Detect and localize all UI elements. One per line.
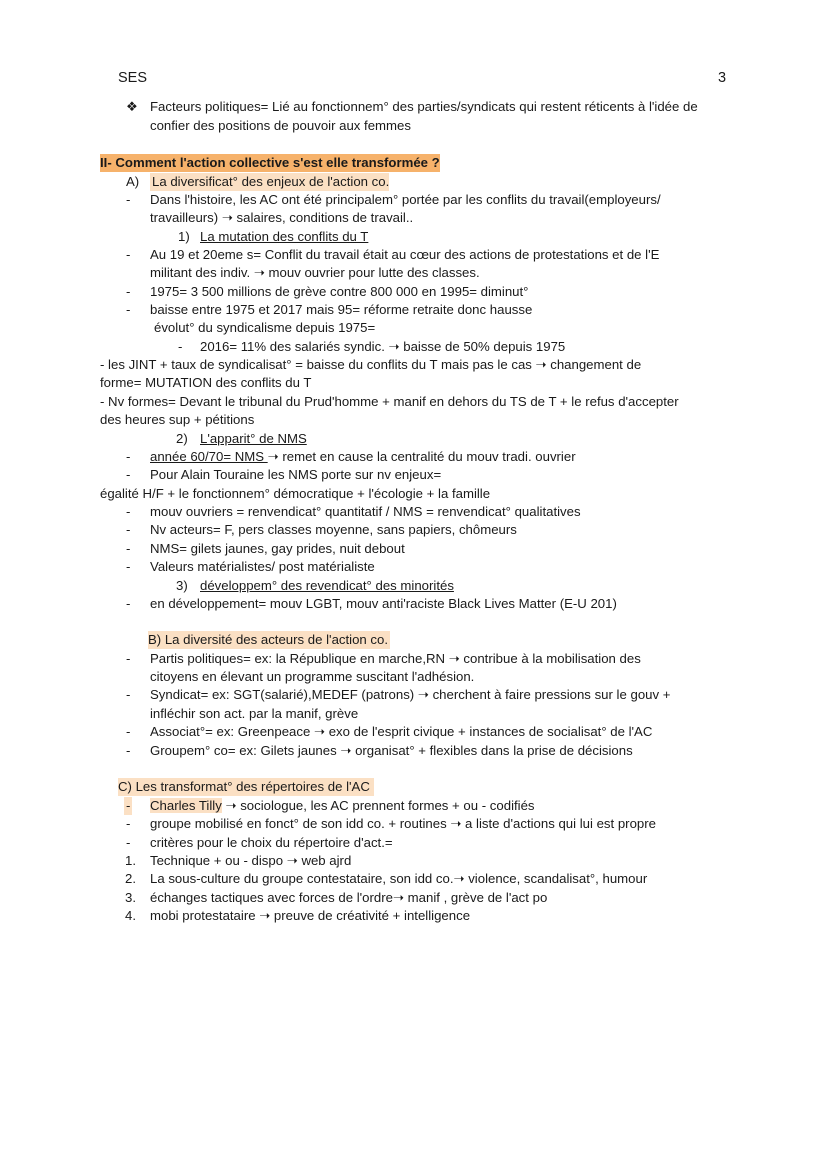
text-line: égalité H/F + le fonctionnem° démocratique + l'écologie + la famille	[100, 486, 491, 501]
tilly-rest: ➝ sociologue, les AC prennent formes + ou - codifiés	[221, 798, 535, 813]
subheading: L'apparit° de NMS	[200, 431, 307, 446]
tilly-name: Charles Tilly	[150, 798, 222, 813]
text-line: Pour Alain Touraine les NMS porte sur nv enjeux=	[150, 467, 442, 482]
subheading: développem° des revendicat° des minorités	[200, 578, 454, 593]
text-line: évolut° du syndicalisme depuis 1975=	[154, 320, 376, 335]
dash-bullet: -	[126, 247, 131, 262]
list-number: 4.	[125, 908, 136, 923]
dash-bullet: -	[126, 467, 131, 482]
bullet-line: Facteurs politiques= Lié au fonctionnem° des parties/syndicats qui restent réticents à l'idée de	[150, 99, 698, 114]
subject-header: SES	[118, 70, 148, 86]
dash-bullet: -	[126, 798, 131, 813]
subheading: La mutation des conflits du T	[200, 229, 369, 244]
list-number: 1.	[125, 853, 136, 868]
list-item: Technique + ou - dispo ➝ web ajrd	[150, 853, 352, 868]
text-line: infléchir son act. par la manif, grève	[150, 706, 359, 721]
text-line: NMS= gilets jaunes, gay prides, nuit debout	[150, 541, 405, 556]
sub-number: 1)	[178, 229, 190, 244]
bullet-line: confier des positions de pouvoir aux femmes	[150, 118, 411, 133]
dash-bullet: -	[126, 504, 131, 519]
text-line	[150, 797, 535, 815]
text-line: Dans l'histoire, les AC ont été principalem° portée par les conflits du travail(employeurs/	[150, 192, 661, 207]
list-number: 2.	[125, 871, 136, 886]
text-line: critères pour le choix du répertoire d'act.=	[150, 835, 393, 850]
list-item: échanges tactiques avec forces de l'ordre➝ manif , grève de l'act po	[150, 890, 548, 905]
text-line: citoyens en élevant un programme suscitant l'adhésion.	[150, 669, 475, 684]
text-line	[150, 448, 576, 466]
dash-bullet: -	[126, 559, 131, 574]
text-line: Syndicat= ex: SGT(salarié),MEDEF (patrons) ➝ cherchent à faire pressions sur le gouv +	[150, 687, 671, 702]
diamond-bullet-icon: ❖	[126, 99, 138, 114]
text-line: des heures sup + pétitions	[100, 412, 255, 427]
text-line: - Nv formes= Devant le tribunal du Prud'homme + manif en dehors du TS de T + le refus d'accepter	[100, 394, 679, 409]
sub-number: 2)	[176, 431, 188, 446]
dash-bullet: -	[126, 724, 131, 739]
text-line: forme= MUTATION des conflits du T	[100, 375, 312, 390]
text-line: Groupem° co= ex: Gilets jaunes ➝ organisat° + flexibles dans la prise de décisions	[150, 743, 633, 758]
text-line: baisse entre 1975 et 2017 mais 95= réforme retraite donc hausse	[150, 302, 533, 317]
dash-bullet: -	[126, 449, 131, 464]
text-line: Valeurs matérialistes/ post matérialiste	[150, 559, 375, 574]
text-line: groupe mobilisé en fonct° de son idd co. + routines ➝ a liste d'actions qui lui est propre	[150, 816, 656, 831]
dash-bullet: -	[126, 816, 131, 831]
list-item: La sous-culture du groupe contestataire, son idd co.➝ violence, scandalisat°, humour	[150, 871, 648, 886]
dash-bullet: -	[126, 284, 131, 299]
text-line: mouv ouvriers = renvendicat° quantitatif / NMS = renvendicat° qualitatives	[150, 504, 581, 519]
nms-date: année 60/70= NMS	[150, 449, 268, 464]
section-heading: II- Comment l'action collective s'est elle transformée ?	[100, 155, 440, 170]
list-number: 3.	[125, 890, 136, 905]
text-line: militant des indiv. ➝ mouv ouvrier pour lutte des classes.	[150, 265, 480, 280]
part-a-label: A)	[126, 174, 140, 189]
page-number: 3	[718, 70, 727, 86]
dash-bullet: -	[126, 743, 131, 758]
text-line: Nv acteurs= F, pers classes moyenne, sans papiers, chômeurs	[150, 522, 517, 537]
text-line: 2016= 11% des salariés syndic. ➝ baisse de 50% depuis 1975	[200, 339, 566, 354]
dash-bullet: -	[126, 302, 131, 317]
dash-bullet: -	[126, 596, 131, 611]
dash-bullet: -	[126, 522, 131, 537]
text-line: 1975= 3 500 millions de grève contre 800 000 en 1995= diminut°	[150, 284, 529, 299]
part-c-title: C) Les transformat° des répertoires de l'AC	[118, 778, 374, 796]
text-line: en développement= mouv LGBT, mouv anti'raciste Black Lives Matter (E-U 201)	[150, 596, 617, 611]
text-line: travailleurs) ➝ salaires, conditions de travail..	[150, 210, 414, 225]
sub-number: 3)	[176, 578, 188, 593]
list-item: mobi protestataire ➝ preuve de créativité + intelligence	[150, 908, 471, 923]
part-a-title: La diversificat° des enjeux de l'action co.	[152, 174, 390, 189]
dash-bullet: -	[126, 651, 131, 666]
text-line: Partis politiques= ex: la République en marche,RN ➝ contribue à la mobilisation des	[150, 651, 641, 666]
part-b-title: B) La diversité des acteurs de l'action co.	[148, 632, 389, 647]
dash-bullet: -	[126, 835, 131, 850]
dash-bullet: -	[126, 192, 131, 207]
text-line: Au 19 et 20eme s= Conflit du travail était au cœur des actions de protestations et de l'E	[150, 247, 660, 262]
text-line: - les JINT + taux de syndicalisat° = baisse du conflits du T mais pas le cas ➝ changement de	[100, 357, 642, 372]
nms-rest: ➝ remet en cause la centralité du mouv tradi. ouvrier	[267, 449, 576, 464]
dash-bullet: -	[126, 687, 131, 702]
text-line: Associat°= ex: Greenpeace ➝ exo de l'esprit civique + instances de socialisat° de l'AC	[150, 724, 653, 739]
dash-bullet: -	[178, 339, 183, 354]
dash-bullet: -	[126, 541, 131, 556]
